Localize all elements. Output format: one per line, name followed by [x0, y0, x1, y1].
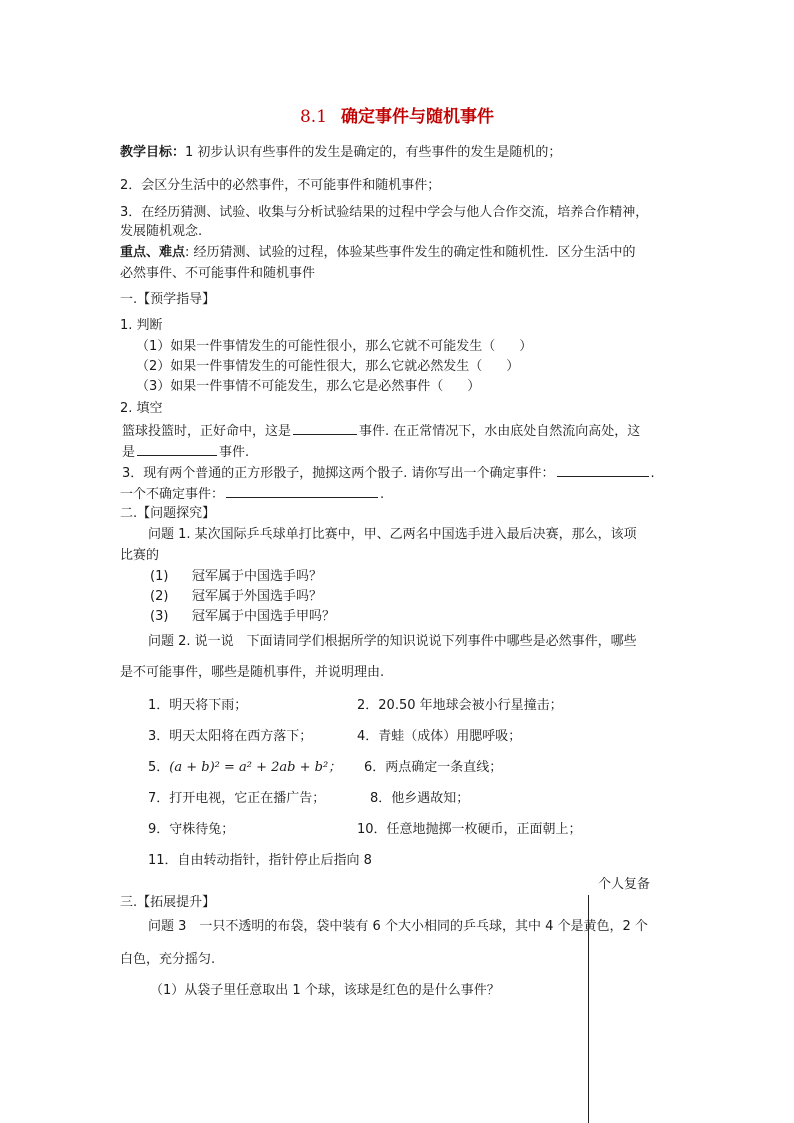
fill-q1-b: 事件. 在正常情况下，水由底处自然流向高处，这	[359, 424, 641, 439]
event-5-num: 5．	[148, 760, 170, 775]
problem1-line2: 比赛的	[120, 548, 160, 563]
problem3-q1: （1）从袋子里任意取出 1 个球，该球是红色的是什么事件？	[150, 983, 500, 998]
section1-heading: 一.【预学指导】	[120, 292, 216, 307]
event-9: 9．守株待兔；	[148, 822, 235, 837]
judge-q2-close: ）	[506, 359, 520, 374]
problem1-sub3	[150, 608, 335, 626]
objectives-label: 教学目标：	[120, 145, 186, 160]
objective-item3-line2: 发展随机观念.	[120, 224, 203, 239]
fill-q1-line1	[122, 421, 640, 441]
judge-q2-text: （2）如果一件事情发生的可能性很大，那么它就必然发生（	[136, 359, 483, 374]
fill-q1-c: 是	[122, 445, 136, 460]
event-7: 7．打开电视，它正在播广告；	[148, 791, 326, 806]
judge-q3-text: （3）如果一件事情不可能发生，那么它是必然事件（	[136, 379, 444, 394]
section2-heading: 二.【问题探究】	[120, 506, 216, 521]
judge-q2	[136, 358, 519, 376]
answer-blank[interactable]	[557, 463, 649, 477]
event-3: 3．明天太阳将在西方落下；	[148, 729, 313, 744]
sub1-text: 冠军属于中国选手吗？	[192, 569, 323, 584]
sub3-text: 冠军属于中国选手甲吗？	[192, 609, 336, 624]
sub1-num: (1)	[150, 569, 169, 584]
judge-q1-text: （1）如果一件事情发生的可能性很小，那么它就不可能发生（	[136, 339, 496, 354]
fill-q1-line2	[122, 442, 249, 462]
fill-label: 2. 填空	[120, 401, 163, 416]
key-points-label: 重点、难点	[120, 245, 186, 260]
page-title	[0, 106, 794, 128]
fill-q3-d: .	[380, 487, 385, 502]
key-points-text: : 经历猜测、试验的过程，体验某些事件发生的确定性和随机性．区分生活中的	[185, 245, 636, 260]
problem1-sub1	[150, 568, 322, 586]
fill-q3-a: 3．现有两个普通的正方形骰子，抛掷这两个骰子. 请你写出一个确定事件：	[122, 466, 555, 481]
problem2-line2: 是不可能事件，哪些是随机事件，并说明理由.	[120, 665, 385, 680]
sub3-num: (3)	[150, 609, 169, 624]
judge-q3	[136, 378, 480, 396]
objective-item1: 1 初步认识有些事件的发生是确定的，有些事件的发生是随机的；	[185, 145, 562, 160]
key-points-line2: 必然事件、不可能事件和随机事件	[120, 266, 316, 281]
problem2-line1: 问题 2. 说一说 下面请同学们根据所学的知识说说下列事件中哪些是必然事件，哪些	[148, 634, 637, 649]
problem1-sub2	[150, 588, 322, 606]
fill-q1-a: 篮球投篮时，正好命中，这是	[122, 424, 292, 439]
event-6: 6．两点确定一条直线；	[364, 760, 503, 775]
objective-item2: 2．会区分生活中的必然事件，不可能事件和随机事件；	[120, 178, 441, 193]
objective-item3-line1: 3．在经历猜测、试验、收集与分析试验结果的过程中学会与他人合作交流，培养合作精神，	[120, 205, 649, 220]
event-8: 8．他乡遇故知；	[370, 791, 470, 806]
event-5	[148, 759, 341, 777]
fill-q1-d: 事件.	[219, 445, 250, 460]
fill-q3-c: 一个不确定事件：	[120, 487, 225, 502]
sub2-num: (2)	[150, 589, 169, 604]
problem1-line1: 问题 1. 某次国际乒乓球单打比赛中，甲、乙两名中国选手进入最后决赛，那么，该项	[148, 527, 637, 542]
judge-q1	[136, 338, 532, 356]
answer-blank[interactable]	[226, 484, 378, 498]
event-1: 1．明天将下雨；	[148, 698, 248, 713]
sub2-text: 冠军属于外国选手吗？	[192, 589, 323, 604]
event-5-formula: (a + b)² = a² + 2ab + b²；	[169, 760, 342, 775]
judge-label: 1. 判断	[120, 318, 163, 333]
judge-q1-close: ）	[519, 339, 533, 354]
sidebar-label: 个人复备	[598, 877, 651, 892]
fill-q3-line2	[120, 484, 384, 504]
problem3-line2: 白色，充分摇匀.	[120, 952, 216, 967]
section3-heading: 三.【拓展提升】	[120, 895, 216, 910]
event-4: 4．青蛙（成体）用腮呼吸；	[357, 729, 522, 744]
answer-blank[interactable]	[137, 442, 217, 456]
fill-q3-b: .	[650, 466, 655, 481]
judge-q3-close: ）	[467, 379, 481, 394]
title-text: 确定事件与随机事件	[341, 107, 495, 127]
event-10: 10．任意地抛掷一枚硬币，正面朝上；	[357, 822, 582, 837]
key-points-line1	[120, 244, 636, 262]
event-2: 2．20.50 年地球会被小行星撞击；	[357, 698, 563, 713]
answer-blank[interactable]	[293, 421, 357, 435]
problem3-line1: 问题 3 一只不透明的布袋，袋中装有 6 个大小相同的乒乓球，其中 4 个是黄色，2 个	[148, 919, 648, 934]
objectives-line1	[120, 144, 561, 162]
fill-q3-line1	[122, 463, 655, 483]
event-11: 11．自由转动指针，指针停止后指向 8	[148, 853, 372, 868]
title-number: 8.1	[299, 107, 328, 127]
